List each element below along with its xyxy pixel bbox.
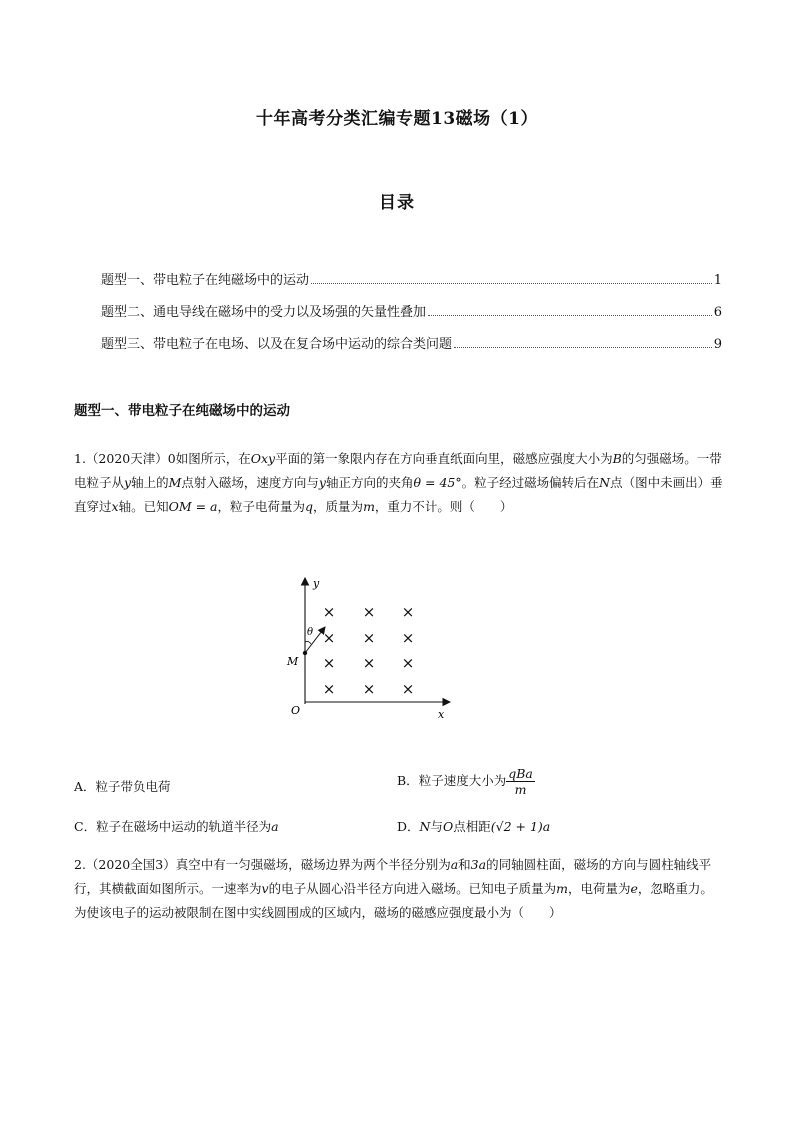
field-cross-mark: × — [362, 654, 376, 672]
q1-text: 。粒子经过磁场偏转后在 — [461, 475, 600, 490]
option-c[interactable] — [74, 817, 279, 835]
field-cross-mark: × — [401, 629, 415, 647]
document-title: 十年高考分类汇编专题13磁场（1） — [256, 109, 538, 129]
option-d-letter: D． — [397, 819, 420, 834]
field-cross-mark: × — [322, 654, 336, 672]
y-axis-label: y — [313, 577, 320, 590]
q2-math: 3a — [470, 857, 487, 872]
toc-item-page: 6 — [713, 305, 722, 320]
angle-arc — [305, 641, 311, 644]
field-cross-mark: × — [401, 654, 415, 672]
field-cross-mark: × — [322, 629, 336, 647]
option-d-math: N — [419, 819, 431, 834]
q2-text: 和 — [458, 857, 471, 872]
field-cross-mark: × — [401, 603, 415, 621]
option-a-text: 粒子带负电荷 — [95, 779, 171, 794]
section-heading: 题型一、带电粒子在纯磁场中的运动 — [74, 403, 290, 419]
q1-math: q — [305, 499, 314, 514]
question-2-stem — [74, 853, 724, 925]
toc-item-label: 题型三、带电粒子在电场、以及在复合场中运动的综合类问题 — [101, 337, 453, 352]
angle-theta-label: θ — [307, 627, 314, 638]
toc-item-page: 1 — [713, 273, 722, 288]
q1-math: x — [111, 499, 119, 514]
x-axis-label: x — [438, 708, 445, 721]
table-of-contents — [101, 256, 722, 352]
toc-leader-dots — [428, 315, 712, 316]
field-cross-mark: × — [322, 680, 336, 698]
toc-item-page: 9 — [713, 337, 722, 352]
option-a-letter: A． — [74, 779, 96, 794]
q2-math: a — [450, 857, 459, 872]
q1-math: m — [363, 499, 375, 514]
q2-text: ，电荷量为 — [567, 881, 631, 896]
q1-math: Oxy — [250, 451, 276, 466]
option-a[interactable] — [74, 777, 171, 795]
q1-math: θ = 45° — [413, 475, 462, 490]
field-cross-mark: × — [362, 603, 376, 621]
q1-text: 轴。已知 — [118, 499, 169, 514]
option-d[interactable] — [397, 817, 550, 835]
magnetic-field-figure — [280, 572, 460, 722]
q1-text: 平面的第一象限内存在方向垂直纸面向里，磁感应强度大小为 — [275, 451, 613, 466]
option-d-text: 与 — [430, 819, 443, 834]
q2-text: 2.（2020全国3）真空中有一匀强磁场，磁场边界为两个半径分别为 — [74, 857, 451, 872]
toc-item[interactable] — [101, 320, 722, 352]
toc-item-label: 题型二、通电导线在磁场中的受力以及场强的矢量性叠加 — [101, 305, 427, 320]
q2-math: e — [630, 881, 638, 896]
fraction-denominator: m — [514, 782, 527, 797]
q2-math: v — [261, 881, 269, 896]
toc-item[interactable] — [101, 256, 722, 288]
toc-leader-dots — [311, 283, 712, 284]
q1-text: ，质量为 — [313, 499, 364, 514]
toc-item-label: 题型一、带电粒子在纯磁场中的运动 — [101, 273, 310, 288]
origin-label: O — [291, 704, 301, 717]
option-d-math: O — [442, 819, 454, 834]
option-d-expression: (√2 + 1)a — [490, 819, 551, 834]
q1-text: 轴正方向的夹角 — [325, 475, 414, 490]
field-cross-mark: × — [322, 603, 336, 621]
point-m-label: M — [287, 655, 299, 668]
field-cross-grid — [323, 603, 415, 698]
option-c-letter: C． — [74, 819, 97, 834]
q1-text: ，粒子电荷量为 — [217, 499, 306, 514]
q1-math: OM = a — [168, 499, 218, 514]
field-cross-mark: × — [362, 629, 376, 647]
question-1-stem — [74, 447, 724, 519]
option-b-fraction — [506, 766, 535, 797]
q2-text: 的电子从圆心沿半径方向进入磁场。已知电子质量为 — [268, 881, 557, 896]
field-cross-mark: × — [401, 680, 415, 698]
q2-text: 的同轴圆柱面，磁场的方向与圆柱轴线平行，其横截面如图所示。一速率为 — [74, 857, 712, 896]
q1-text: 点射入磁场，速度方向与 — [181, 475, 319, 490]
q1-text: 的匀强磁场。一带电粒子从 — [74, 451, 722, 490]
field-cross-mark: × — [362, 680, 376, 698]
q1-text: 1.（2020天津）0如图所示，在 — [74, 451, 251, 466]
option-c-math: a — [271, 819, 279, 834]
q1-text: 轴上的 — [131, 475, 169, 490]
q1-math: N — [599, 475, 611, 490]
toc-item[interactable] — [101, 288, 722, 320]
option-b-text: 粒子速度大小为 — [418, 773, 507, 788]
toc-leader-dots — [454, 347, 712, 348]
q1-text: ，重力不计。则（ ） — [374, 499, 513, 514]
q1-math: B — [612, 451, 622, 466]
option-b[interactable] — [397, 766, 535, 797]
toc-heading: 目录 — [379, 193, 415, 213]
q2-math: m — [556, 881, 568, 896]
q1-text: 点（图中未画出）垂直穿过 — [74, 475, 723, 514]
q2-text: ，忽略重力。为使该电子的运动被限制在图中实线圆围成的区域内，磁场的磁感应强度最小为（ ） — [74, 881, 713, 920]
option-b-letter: B． — [397, 773, 419, 788]
q1-math: y — [124, 475, 132, 490]
q1-math: M — [168, 475, 182, 490]
fraction-numerator: qBa — [508, 766, 533, 781]
option-d-text: 点相距 — [453, 819, 491, 834]
option-c-text: 粒子在磁场中运动的轨道半径为 — [96, 819, 272, 834]
q1-math: y — [318, 475, 326, 490]
